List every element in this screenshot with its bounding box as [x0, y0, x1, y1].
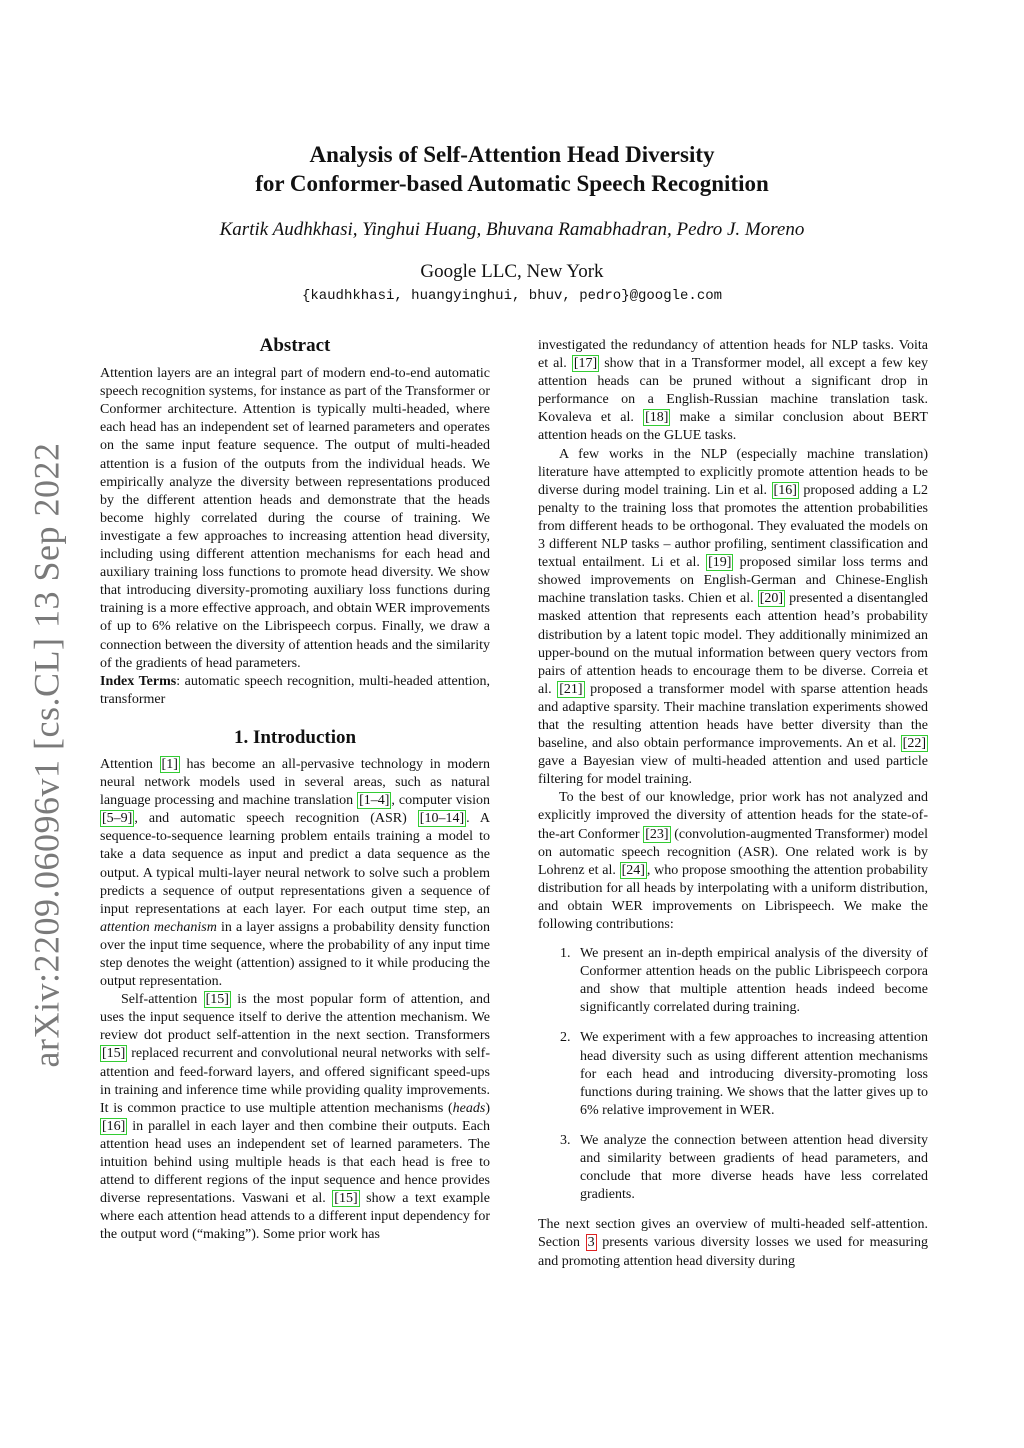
list-text: We analyze the connection between attention head diversity and similarity between gradients of head parameters, and conclude that more diverse heads have less correlated gradients.	[580, 1132, 928, 1203]
citation-link[interactable]: [23]	[645, 826, 669, 842]
index-terms: : automatic speech recognition, multi-headed attention, transformer	[100, 673, 490, 707]
citation-link[interactable]: [20]	[759, 591, 784, 607]
citation-link[interactable]: [19]	[708, 555, 732, 571]
list-number: 3.	[560, 1132, 571, 1148]
intro-paragraph-1: Attention [1] has become an all-pervasive technology in modern neural network models used in several areas, such as natural language processing and machine translation [1–4] , computer vision [5–9] , and automatic speech recognition (ASR) [10–14] . A sequence-to-sequence learning problem entails training a model to take a data sequence as input and predict a data sequence as the output. A typical multi-layer neural network to solve such a problem predicts a sequence of output representations given a sequence of input representations at each layer. For each output time step, an attention mechanism in a layer assigns a probability density function over the input time sequence, where the probability of any input time step denotes the weight (attention) assigned to it while producing the output representation.	[100, 756, 490, 990]
section-heading-introduction: 1. Introduction	[233, 726, 357, 748]
citation-link[interactable]: [15]	[334, 1191, 358, 1207]
right-paragraph-3: To the best of our knowledge, prior work has not analyzed and explicitly improved the diversity of attention heads for the state-of-the-art Conformer [23] (convolution-augmented Transformer) model on automatic speech recognition (ASR). One related work is by Lohrenz et al. [24] , who propose smoothing the attention probability distribution for all heads by interpolating with a uniform distribution, and obtain WER improvements on Librispeech. We make the following contributions:	[538, 790, 928, 932]
citation-link[interactable]: [15]	[102, 1046, 126, 1062]
arxiv-id: arXiv:2209.06096v1 [cs.CL] 13 Sep 2022	[26, 442, 66, 1068]
list-text: We experiment with a few approaches to increasing attention head diversity such as using different attention mechanisms for each head and introducing diversity-promoting loss functions during training. We shows that the latter gives up to 6% relative improvement in WER.	[580, 1030, 928, 1118]
contributions-list	[538, 945, 928, 1204]
list-item	[538, 945, 928, 1017]
title-line-1: Analysis of Self-Attention Head Diversity	[309, 142, 715, 167]
citation-link[interactable]: [22]	[902, 736, 926, 752]
arxiv-watermark	[20, 442, 72, 1068]
citation-link[interactable]: [24]	[621, 862, 645, 878]
list-text: We present an in-depth empirical analysis of the diversity of Conformer attention heads on the public Librispeech corpora and show that multiple attention heads indeed become significantly correlated during training.	[580, 946, 928, 1016]
list-item	[538, 1029, 928, 1119]
citation-link[interactable]: [18]	[645, 410, 669, 426]
email: {kaudhkhasi, huangyinghui, bhuv, pedro}@google.com	[301, 288, 723, 304]
section-ref-link[interactable]: 3	[587, 1235, 595, 1251]
abstract-heading: Abstract	[259, 335, 331, 356]
index-terms-label: Index Terms	[100, 673, 177, 689]
paper-title	[0, 140, 1024, 198]
authors: Kartik Audhkhasi, Yinghui Huang, Bhuvana Ramabhadran, Pedro J. Moreno	[219, 219, 805, 240]
affiliation: Google LLC, New York	[420, 261, 604, 282]
citation-link[interactable]: [17]	[573, 356, 598, 372]
right-paragraph-2: A few works in the NLP (especially machine translation) literature have attempted to explicitly promote attention heads to be diverse during model training. Lin et al. [16] proposed adding a L2 penalty to the training loss that promotes the attention probabilities from different heads to be orthogonal. They evaluated the models on 3 different NLP tasks – author profiling, sentiment classification and textual entailment. Li et al. [19] proposed similar loss terms and showed improvements on English-German and Chinese-English machine translation tasks. Chien et al. [20] presented a disentangled masked attention that represents each attention head’s probability distribution by a latent topic model. They additionally minimized an upper-bound on the mutual information between query vectors from pairs of attention heads to encourage them to be diverse. Correia et al. [21] proposed a transformer model with sparse attention heads and adaptive sparsity. Their machine translation experiments showed that the resulting attention heads have better diversity than the baseline, and also obtain performance improvements. An et al. [22] gave a Bayesian view of multi-headed attention and used particle filtering for model training.	[538, 446, 928, 788]
right-column	[538, 337, 928, 1271]
list-item	[538, 1132, 928, 1204]
citation-link[interactable]: [16]	[773, 482, 797, 498]
intro-paragraph-2: Self-attention [15] is the most popular form of attention, and uses the input sequence itself to derive the attention mechanism. We review dot product self-attention in the next section. Transformers [15] replaced recurrent and convolutional neural networks with self-attention and feed-forward layers, and offered significant speed-ups in training and inference time while providing quality improvements. It is common practice to use multiple attention mechanisms (heads) [16] in parallel in each layer and then combine their outputs. Each attention head uses an independent set of learned parameters. The intuition behind using multiple heads is that each head is free to attend to different regions of the input sequence and hence provides diverse representations. Vaswani et al. [15] show a text example where each attention head attends to a different input dependency for the output word (“making”). Some prior work has	[100, 992, 491, 1243]
abstract-text: Attention layers are an integral part of modern end-to-end automatic speech recognition systems, for instance as part of the Transformer or Conformer architecture. Attention is typically multi-headed, where each head has an independent set of learned parameters and operates on the same input feature sequence. The output of multi-headed attention is a fusion of the outputs from the individual heads. We empirically analyze the diversity between representations produced by the different attention heads and demonstrate that the heads become highly correlated during the course of training. We investigate a few approaches to increasing attention head diversity, including using different attention mechanisms for each head and auxiliary training loss functions to promote head diversity. We show that introducing diversity-promoting auxiliary loss functions during training is a more effective approach, and obtain WER improvements of up to 6% relative on the Librispeech corpus. Finally, we draw a connection between the diversity of attention heads and the similarity of the gradients of head parameters. Index Terms: automatic speech recognition, multi-headed attention, transformer	[100, 366, 490, 707]
citation-link[interactable]: [1]	[161, 756, 178, 772]
citation-link[interactable]: [16]	[102, 1118, 126, 1134]
citation-link[interactable]: [15]	[205, 992, 229, 1008]
right-paragraph-1: investigated the redundancy of attention heads for NLP tasks. Voita et al. [17] show that in a Transformer model, all except a few key attention heads can be pruned without a significant drop in performance on a English-Russian machine translation task. Kovaleva et al. [18] make a similar conclusion about BERT attention heads on the GLUE tasks.	[538, 338, 928, 444]
citation-link[interactable]: [21]	[559, 681, 583, 697]
left-column	[100, 337, 490, 1245]
list-number: 2.	[560, 1030, 571, 1046]
title-line-2: for Conformer-based Automatic Speech Recognition	[255, 171, 769, 196]
citation-link[interactable]: [10–14]	[419, 811, 465, 827]
citation-link[interactable]: [1–4]	[359, 793, 390, 809]
list-number: 1.	[560, 946, 571, 962]
right-paragraph-4: The next section gives an overview of multi-headed self-attention. Section 3 presents various diversity losses we used for measuring and promoting attention head diversity during	[538, 1217, 928, 1269]
citation-link[interactable]: [5–9]	[102, 811, 133, 827]
